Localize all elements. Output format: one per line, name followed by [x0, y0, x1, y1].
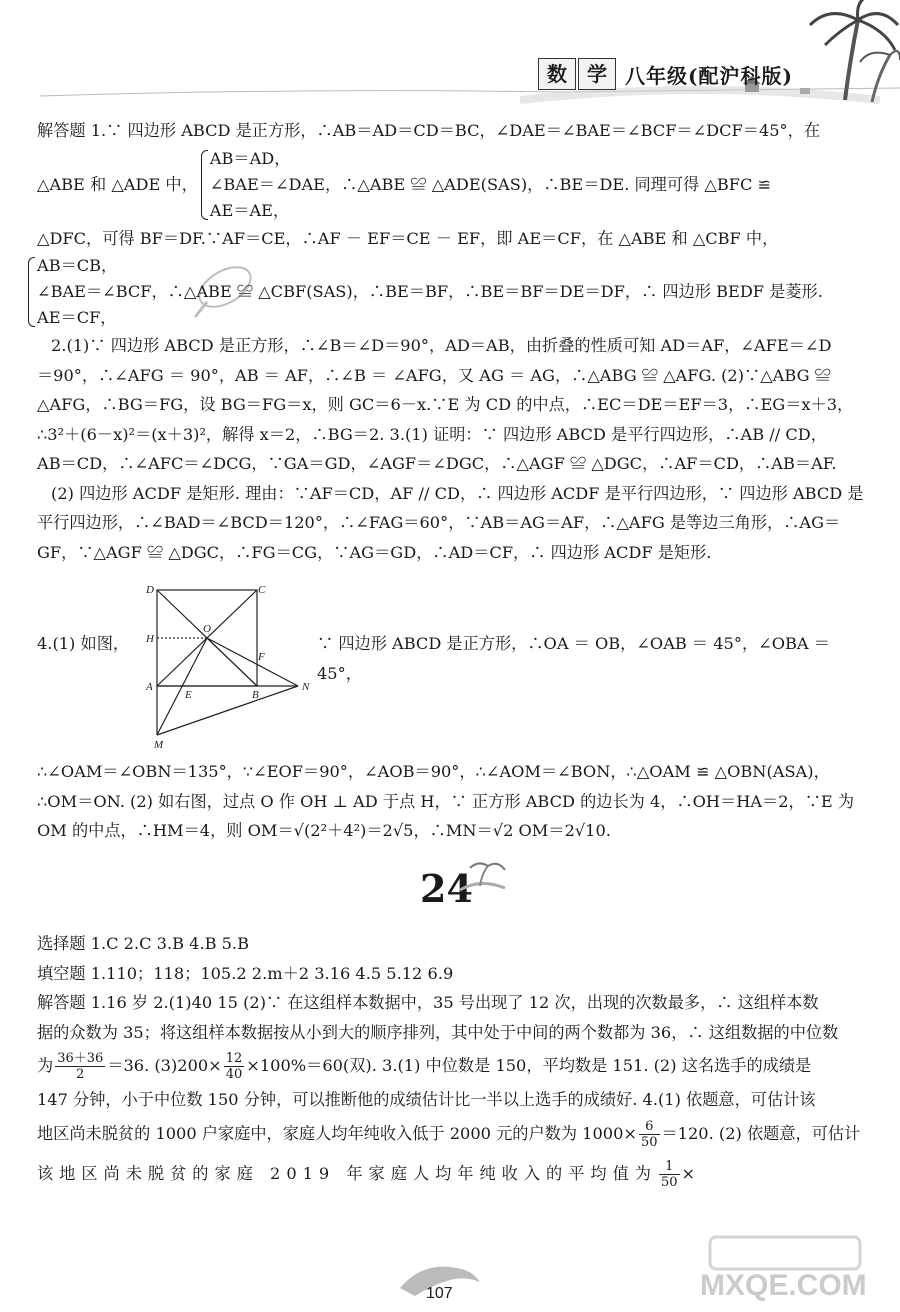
- text-line: 填空题 1.110；118；105.2 2.m＋2 3.16 4.5 5.12 6.9: [37, 963, 454, 983]
- fraction-numerator: 12: [225, 1051, 243, 1066]
- label-O: O: [203, 623, 211, 635]
- watermark-logo: [690, 1227, 880, 1307]
- text-line: ＝90°，∴∠AFG ＝ 90°，AB ＝ AF，∴∠B ＝ ∠AFG，又 AG ＝ AG，∴△ABG ≌ △AFG. (2)∵△ABG ≌: [37, 365, 831, 385]
- text-fragment: 该地区尚未脱贫的家庭 2019 年家庭人均年纯收入的平均值为: [37, 1163, 657, 1183]
- page-number: 107: [426, 1285, 453, 1302]
- fraction-denominator: 40: [225, 1067, 243, 1082]
- label-C: C: [258, 584, 266, 596]
- text-line: AB＝CD，∴∠AFC＝∠DCG，∵GA＝GD，∠AGF＝∠DGC，∴△AGF ≌ △DGC，∴AF＝CD，∴AB＝AF.: [37, 454, 837, 473]
- text-fragment: ∵ 四边形 ABCD 是正方形，∴OA ＝ OB，∠OAB ＝ 45°，∠OBA ＝ 45°，: [317, 634, 830, 683]
- text-fragment: △ABE 和 △ADE 中，: [37, 174, 198, 194]
- label-F: F: [258, 651, 265, 663]
- text-line: ∴∠OAM＝∠OBN＝135°，∵∠EOF＝90°，∠AOB＝90°，∴∠AOM＝∠BON，∴△OAM ≌ △OBN(ASA)，: [37, 762, 830, 781]
- text-line: 据的众数为 35；将这组样本数据按从小到大的顺序排列，其中处于中间的两个数都为 36，∴ 这组数据的中位数: [37, 1022, 839, 1042]
- brace-line: AE＝AE，: [209, 200, 290, 220]
- text-fragment: 为: [37, 1056, 54, 1075]
- label-D: D: [146, 584, 154, 596]
- text-fragment: 4.(1) 如图，: [37, 634, 130, 653]
- text-line: [37, 146, 863, 224]
- text-line: 147 分钟，小于中位数 150 分钟，可以推断他的成绩估计比一半以上选手的成绩好. 4.(1) 依题意，可估计该: [37, 1090, 816, 1109]
- label-B: B: [252, 689, 259, 701]
- brace-line: AB＝AD，: [209, 148, 291, 168]
- text-fragment: ×100%＝60(双). 3.(1) 中位数是 150，平均数是 151. (2) 这名选手的成绩是: [246, 1056, 812, 1075]
- fraction-numerator: 36＋36: [57, 1051, 104, 1066]
- geometry-figure: [140, 580, 315, 750]
- fraction-numerator: 6: [639, 1119, 660, 1135]
- fraction-denominator: 50: [661, 1174, 678, 1190]
- page-header: [0, 0, 900, 110]
- subject-char-1: 数: [538, 58, 576, 90]
- text-line: 平行四边形，∴∠BAD＝∠BCD＝120°，∴∠FAG＝60°，∵AB＝AG＝AF，∴△AFG 是等边三角形，∴AG＝: [37, 513, 841, 532]
- text-line: 解答题 1.16 岁 2.(1)40 15 (2)∵ 在这组样本数据中，35 号出现了 12 次，出现的次数最多，∴ 这组样本数: [37, 993, 819, 1012]
- text-line: [25, 253, 863, 331]
- palm-tree-decoration: [0, 0, 900, 110]
- fraction: [659, 1159, 680, 1190]
- fraction-numerator: 1: [659, 1159, 680, 1175]
- brace-line: AB＝CB，: [37, 256, 118, 275]
- label-H: H: [146, 633, 154, 645]
- text-line: ∴OM＝ON. (2) 如右图，过点 O 作 OH ⊥ AD 于点 H，∵ 正方形 ABCD 的边长为 4，∴OH＝HA＝2，∵E 为: [37, 791, 855, 811]
- watermark-text: MXQE.COM: [700, 1269, 867, 1302]
- label-E: E: [185, 689, 192, 701]
- text-fragment: ＝120. (2) 依题意，可估计: [661, 1123, 861, 1143]
- fraction: [639, 1119, 660, 1150]
- brace-line: AE＝CF，: [37, 308, 117, 327]
- label-A: A: [146, 681, 153, 693]
- text-line: [37, 1047, 863, 1085]
- fraction-denominator: 50: [640, 1134, 658, 1150]
- island-decoration-icon: [450, 858, 510, 898]
- fraction: [55, 1051, 105, 1082]
- label-M: M: [154, 739, 164, 750]
- label-N: N: [302, 681, 310, 693]
- fraction-denominator: 2: [76, 1067, 85, 1082]
- text-line: 解答题 1.∵ 四边形 ABCD 是正方形，∴AB＝AD＝CD＝BC，∠DAE＝∠BAE＝∠BCF＝∠DCF＝45°，在: [37, 121, 821, 140]
- equation-system: [198, 146, 771, 224]
- text-fragment: ＝36. (3)200×: [107, 1056, 222, 1075]
- text-fragment: ×: [681, 1163, 702, 1183]
- text-fragment: 地区尚未脱贫的 1000 户家庭中，家庭人均年纯收入低于 2000 元的户数为 1000×: [37, 1123, 637, 1143]
- text-line: [37, 1115, 863, 1153]
- text-line: [37, 1153, 863, 1195]
- text-line: △AFG，∴BG＝FG，设 BG＝FG＝x，则 GC＝6－x.∵E 为 CD 的中点，∴EC＝DE＝EF＝3，∴EG＝x＋3，: [37, 395, 854, 414]
- subject-char-2: 学: [578, 58, 616, 90]
- text-line: GF，∵△AGF ≌ △DGC，∴FG＝CG，∵AG＝GD，∴AD＝CF，∴ 四边形 ACDF 是矩形.: [37, 542, 712, 562]
- brace-line: ∠BAE＝∠BCF，∴△ABE ≌ △CBF(SAS)，∴BE＝BF，∴BE＝BF＝DE＝DF，∴ 四边形 BEDF 是菱形.: [37, 282, 823, 301]
- grade-title: 八年级(配沪科版): [625, 64, 793, 88]
- text-line: (2) 四边形 ACDF 是矩形. 理由：∵AF＝CD，AF // CD，∴ 四边形 ACDF 是平行四边形，∵ 四边形 ABCD 是: [51, 483, 864, 503]
- section-number: 24: [420, 866, 473, 911]
- text-line: 选择题 1.C 2.C 3.B 4.B 5.B: [37, 934, 249, 953]
- text-line: △DFC，可得 BF＝DF.∵AF＝CE，∴AF － EF＝CE － EF，即 AE＝CF，在 △ABE 和 △CBF 中，: [37, 228, 779, 248]
- brace-line: ∠BAE＝∠DAE，∴△ABE ≌ △ADE(SAS)，∴BE＝DE. 同理可得 △BFC ≌: [209, 174, 772, 194]
- equation-system: [25, 253, 823, 331]
- section-24-content: [37, 929, 863, 1195]
- fraction: [224, 1051, 245, 1082]
- text-line: ∴3²＋(6－x)²＝(x＋3)²，解得 x＝2，∴BG＝2. 3.(1) 证明：∵ 四边形 ABCD 是平行四边形，∴AB // CD，: [37, 424, 827, 444]
- text-line: OM 的中点，∴HM＝4，则 OM＝√(2²＋4²)＝2√5，∴MN＝√2 OM＝2√10.: [37, 821, 611, 840]
- text-line: 2.(1)∵ 四边形 ABCD 是正方形，∴∠B＝∠D＝90°，AD＝AB，由折叠的性质可知 AD＝AF，∠AFE＝∠D: [51, 336, 832, 355]
